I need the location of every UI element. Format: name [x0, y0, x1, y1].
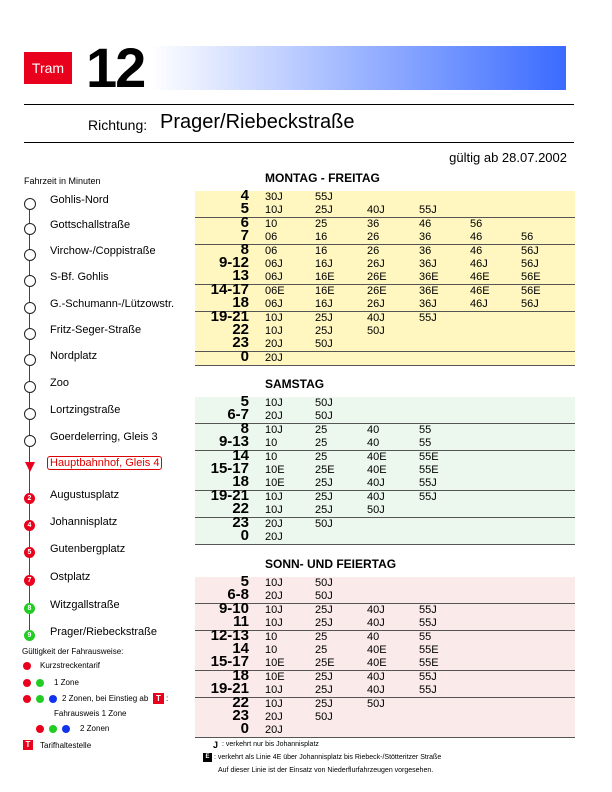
departure-minute: 06E: [265, 284, 285, 297]
timetable-row: [195, 280, 575, 299]
stop-circle-icon: [24, 275, 36, 287]
departure-minute: 40E: [367, 464, 387, 476]
timetable-row: [195, 213, 575, 232]
departure-minute: 55E: [419, 450, 439, 463]
departure-minute: 06J: [265, 298, 283, 311]
departure-minute: 20J: [265, 711, 283, 723]
departure-minute: 55J: [419, 477, 437, 490]
zone2b-red-dot-icon: [36, 725, 44, 733]
departure-minute: 40J: [367, 204, 385, 217]
departure-minute: 26: [367, 231, 380, 244]
departure-minute: 25J: [315, 311, 333, 324]
departure-minute: 10J: [265, 617, 283, 630]
departure-minute: 16: [315, 244, 328, 257]
valid-from-date: gültig ab 28.07.2002: [449, 150, 567, 165]
departure-minute: 26: [367, 244, 380, 257]
departure-minute: 10E: [265, 464, 285, 476]
departure-minute: 55E: [419, 644, 439, 656]
departure-minute: 10J: [265, 423, 283, 436]
departure-minute: 10J: [265, 204, 283, 217]
departure-minute: 50J: [315, 517, 333, 530]
timetable-row: [195, 187, 575, 205]
departure-minute: 50J: [315, 590, 333, 603]
departure-minute: 40J: [367, 477, 385, 490]
divider-top: [24, 104, 574, 105]
stop-name: Nordplatz: [50, 350, 98, 362]
departure-minute: 10J: [265, 697, 283, 710]
timetable-row: [195, 513, 575, 532]
stop-circle-icon: [24, 302, 36, 314]
departure-minute: 40J: [367, 490, 385, 503]
departure-minute: 46J: [470, 258, 488, 270]
departure-minute: 55: [419, 437, 432, 450]
departure-minute: 55E: [419, 657, 439, 670]
departure-minute: 10E: [265, 657, 285, 670]
departure-minute: 10: [265, 644, 278, 656]
timetable-row: [195, 693, 575, 712]
departure-minute: 30J: [265, 191, 283, 203]
departure-minute: 55J: [419, 603, 437, 616]
hour-label: 22: [232, 321, 249, 338]
j-symbol: J: [213, 740, 219, 750]
direction-label: Richtung:: [88, 117, 148, 133]
hour-label: 5: [240, 200, 249, 218]
departure-minute: 06J: [265, 258, 283, 270]
hour-label: 13: [232, 267, 249, 285]
hour-label: 19-21: [210, 486, 249, 504]
timetable-row: [195, 393, 575, 411]
hour-label: 6: [240, 213, 249, 231]
timetable-row: [195, 254, 575, 272]
divider-bottom: [24, 142, 574, 143]
tariff-stop-icon: T: [153, 693, 164, 704]
departure-minute: 10: [265, 450, 278, 463]
header-gradient-bar: [150, 46, 566, 90]
timetable-row: [195, 680, 575, 698]
stop-circle-icon: [24, 381, 36, 393]
stop-name: Zoo: [50, 377, 69, 389]
departure-minute: 56: [470, 217, 483, 230]
departure-minute: 50J: [315, 577, 333, 589]
departure-minute: 55J: [419, 490, 437, 503]
departure-minute: 56: [521, 231, 534, 244]
timetable-row: [195, 460, 575, 478]
departure-minute: 25J: [315, 477, 333, 490]
departure-minute: 55J: [419, 670, 437, 683]
departure-minute: 56J: [521, 244, 539, 257]
hour-label: 23: [232, 513, 249, 531]
stop-circle-icon: [24, 435, 36, 447]
departure-minute: 56E: [521, 271, 541, 284]
departure-minute: 06: [265, 244, 278, 257]
timetable-row: [195, 446, 575, 465]
timetable-row: [195, 527, 575, 545]
hour-label: 9-13: [218, 433, 249, 451]
departure-minute: 36: [419, 231, 432, 244]
departure-minute: 40J: [367, 617, 385, 630]
departure-minute: 25J: [315, 684, 333, 697]
departure-minute: 25E: [315, 657, 335, 670]
legend-2-zones-boarding: 2 Zonen, bei Einstieg ab: [62, 694, 149, 703]
departure-minute: 36J: [419, 258, 437, 270]
departure-minute: 26E: [367, 284, 387, 297]
tram-badge: Tram: [24, 52, 72, 84]
stop-circle-icon: [24, 223, 36, 235]
departure-minute: 10: [265, 217, 278, 230]
departure-minute: 55J: [419, 204, 437, 217]
departure-minute: 50J: [367, 697, 385, 710]
legend-ticket-1-zone: Fahrausweis 1 Zone: [54, 709, 127, 718]
stop-name: Johannisplatz: [50, 516, 118, 528]
departure-minute: 50J: [367, 325, 385, 337]
departure-minute: 25J: [315, 670, 333, 683]
legend-tariff-stop: Tarifhaltestelle: [40, 741, 92, 750]
departure-minute: 10: [265, 630, 278, 643]
zone2-green-dot-icon: [36, 695, 44, 703]
departure-minute: 25J: [315, 603, 333, 616]
departure-minute: 50J: [315, 338, 333, 351]
zone-stop-icon: 8: [24, 603, 35, 614]
timetable-row: [195, 666, 575, 685]
stop-name: G.-Schumann-/Lützowstr.: [50, 298, 175, 310]
zone2b-green-dot-icon: [49, 725, 57, 733]
timetable-row: [195, 640, 575, 658]
legend-kurzstrecke: Kurzstreckentarif: [40, 661, 101, 670]
stop-name: Goerdelerring, Gleis 3: [50, 431, 158, 443]
departure-minute: 10J: [265, 504, 283, 517]
departure-minute: 50J: [315, 711, 333, 723]
stop-name: Fritz-Seger-Straße: [50, 324, 142, 336]
departure-minute: 55J: [315, 191, 333, 203]
direction-value: Prager/Riebeckstraße: [160, 111, 355, 133]
hour-label: 5: [240, 393, 249, 410]
tariff-stop-legend-icon: T: [23, 740, 33, 750]
current-stop-arrow-icon: [25, 462, 35, 472]
departure-minute: 10J: [265, 490, 283, 503]
timetable-row: [195, 586, 575, 604]
zone2b-blue-dot-icon: [62, 725, 70, 733]
zone-stop-icon: 7: [24, 575, 35, 586]
departure-minute: 25E: [315, 464, 335, 476]
stop-circle-icon: [24, 249, 36, 261]
stop-name: Augustusplatz: [50, 489, 120, 501]
stop-name: Hauptbahnhof, Gleis 4: [47, 456, 162, 470]
departure-minute: 20J: [265, 410, 283, 423]
timetable-row: [195, 599, 575, 618]
departure-minute: 36: [367, 217, 380, 230]
departure-minute: 46E: [470, 271, 490, 284]
hour-label: 5: [240, 573, 249, 590]
timetable-row: [195, 419, 575, 438]
timetable-row: [195, 227, 575, 245]
hour-label: 12-13: [210, 626, 249, 644]
legend-title: Gültigkeit der Fahrausweise:: [22, 647, 124, 656]
departure-minute: 46: [470, 231, 483, 244]
stop-name: Witzgallstraße: [50, 599, 120, 611]
departure-minute: 46: [419, 217, 432, 230]
departure-minute: 55J: [419, 311, 437, 324]
timetable-row: [195, 573, 575, 591]
timetable-row: [195, 486, 575, 505]
departure-minute: 16: [315, 231, 328, 244]
hour-label: 18: [232, 473, 249, 491]
departure-minute: 16J: [315, 258, 333, 270]
departure-minute: 25: [315, 423, 328, 436]
departure-minute: 25: [315, 630, 328, 643]
hour-label: 8: [240, 240, 249, 258]
departure-minute: 25J: [315, 204, 333, 217]
departure-minute: 26J: [367, 298, 385, 311]
hour-label: 6-8: [227, 586, 249, 604]
departure-minute: 56E: [521, 284, 541, 297]
timetable-row: [195, 653, 575, 671]
legend-2-zones: 2 Zonen: [80, 724, 110, 733]
travel-time-label: Fahrzeit in Minuten: [24, 176, 101, 186]
departure-minute: 56J: [521, 298, 539, 311]
timetable-row: [195, 334, 575, 352]
timetable-row: [195, 626, 575, 645]
hour-label: 9-10: [218, 599, 249, 617]
stop-name: Gottschallstraße: [50, 219, 131, 231]
timetable-row: [195, 347, 575, 366]
timetable-row: [195, 200, 575, 218]
timetable-row: [195, 307, 575, 326]
departure-minute: 46E: [470, 284, 490, 297]
departure-minute: 46J: [470, 298, 488, 311]
timetable-row: [195, 406, 575, 424]
stop-circle-icon: [24, 328, 36, 340]
departure-minute: 26E: [367, 271, 387, 284]
section-title: SAMSTAG: [265, 377, 325, 391]
zone2-blue-dot-icon: [49, 695, 57, 703]
timetable-row: [195, 707, 575, 725]
departure-minute: 40: [367, 630, 380, 643]
departure-minute: 50J: [367, 504, 385, 517]
timetable-row: [195, 613, 575, 631]
footnote-j: : verkehrt nur bis Johannisplatz: [222, 741, 319, 748]
departure-minute: 20J: [265, 517, 283, 530]
departure-minute: 25J: [315, 504, 333, 517]
departure-minute: 20J: [265, 590, 283, 603]
departure-minute: 16J: [315, 298, 333, 311]
hour-label: 22: [232, 693, 249, 711]
hour-label: 14-17: [210, 280, 249, 298]
departure-minute: 10J: [265, 577, 283, 589]
departure-minute: 55J: [419, 617, 437, 630]
hour-label: 19-21: [210, 307, 249, 325]
departure-minute: 40J: [367, 311, 385, 324]
section-title: MONTAG - FREITAG: [265, 171, 380, 185]
hour-label: 15-17: [210, 460, 249, 477]
departure-minute: 50J: [315, 397, 333, 409]
departure-minute: 40J: [367, 684, 385, 697]
departure-minute: 26J: [367, 258, 385, 270]
departure-minute: 16E: [315, 284, 335, 297]
departure-minute: 25J: [315, 325, 333, 337]
zone1-red-dot-icon: [23, 679, 31, 687]
timetable-row: [195, 720, 575, 738]
departure-minute: 16E: [315, 271, 335, 284]
departure-minute: 40: [367, 437, 380, 450]
hour-label: 9-12: [218, 254, 249, 271]
stop-circle-icon: [24, 408, 36, 420]
departure-minute: 25J: [315, 490, 333, 503]
timetable-row: [195, 240, 575, 259]
footnote-vehicle: Auf dieser Linie ist der Einsatz von Niederflurfahrzeugen vorgesehen.: [218, 767, 434, 774]
departure-minute: 36: [419, 244, 432, 257]
departure-minute: 40E: [367, 450, 387, 463]
stop-name: Lortzingstraße: [50, 404, 121, 416]
zone1-green-dot-icon: [36, 679, 44, 687]
hour-label: 23: [232, 334, 249, 352]
departure-minute: 10J: [265, 311, 283, 324]
hour-label: 4: [240, 187, 249, 204]
departure-minute: 10: [265, 437, 278, 450]
departure-minute: 06: [265, 231, 278, 244]
zone-stop-icon: 4: [24, 520, 35, 531]
departure-minute: 25: [315, 644, 328, 656]
departure-minute: 10J: [265, 397, 283, 409]
departure-minute: 36E: [419, 271, 439, 284]
zone-stop-icon: 9: [24, 630, 35, 641]
footnote-e: : verkehrt als Linie 4E über Johannisplatz bis Riebeck-/Stötteritzer Straße: [214, 754, 442, 761]
departure-minute: 40J: [367, 670, 385, 683]
departure-minute: 10E: [265, 477, 285, 490]
hour-label: 18: [232, 294, 249, 312]
departure-minute: 36J: [419, 298, 437, 311]
departure-minute: 10J: [265, 603, 283, 616]
e-symbol-icon: E: [203, 753, 212, 762]
hour-label: 15-17: [210, 653, 249, 671]
zone-stop-icon: 5: [24, 547, 35, 558]
legend-1-zone: 1 Zone: [54, 678, 79, 687]
departure-minute: 20J: [265, 724, 283, 737]
hour-label: 8: [240, 419, 249, 437]
departure-minute: 55: [419, 630, 432, 643]
stop-name: S-Bf. Gohlis: [50, 271, 109, 283]
departure-minute: 20J: [265, 351, 283, 364]
departure-minute: 56J: [521, 258, 539, 270]
hour-label: 19-21: [210, 680, 249, 698]
departure-minute: 10J: [265, 325, 283, 337]
hour-label: 22: [232, 500, 249, 518]
departure-minute: 55J: [419, 684, 437, 697]
departure-minute: 40J: [367, 603, 385, 616]
departure-minute: 25: [315, 450, 328, 463]
departure-minute: 10J: [265, 684, 283, 697]
timetable-row: [195, 321, 575, 339]
hour-label: 6-7: [227, 406, 249, 424]
stop-name: Gohlis-Nord: [50, 194, 109, 206]
departure-minute: 40: [367, 423, 380, 436]
departure-minute: 25: [315, 437, 328, 450]
departure-minute: 20J: [265, 338, 283, 351]
hour-label: 0: [240, 720, 249, 738]
departure-minute: 55E: [419, 464, 439, 476]
departure-minute: 36E: [419, 284, 439, 297]
zone2-red-dot-icon: [23, 695, 31, 703]
departure-minute: 10E: [265, 670, 285, 683]
zone-stop-icon: 2: [24, 493, 35, 504]
hour-label: 7: [240, 227, 249, 245]
timetable-row: [195, 433, 575, 451]
hour-label: 0: [240, 527, 249, 544]
stop-circle-icon: [24, 354, 36, 366]
hour-label: 23: [232, 707, 249, 724]
departure-minute: 25J: [315, 617, 333, 630]
stop-name: Virchow-/Coppistraße: [50, 245, 156, 257]
stop-name: Ostplatz: [50, 571, 91, 583]
kurzstrecke-dot-icon: [23, 662, 31, 670]
section-title: SONN- UND FEIERTAG: [265, 557, 397, 571]
stop-name: Gutenbergplatz: [50, 543, 126, 555]
departure-minute: 50J: [315, 410, 333, 423]
stop-name: Prager/Riebeckstraße: [50, 626, 157, 638]
hour-label: 18: [232, 666, 249, 684]
departure-minute: 40E: [367, 657, 387, 670]
hour-label: 14: [232, 446, 249, 464]
departure-minute: 55: [419, 423, 432, 436]
hour-label: 0: [240, 347, 249, 365]
departure-minute: 06J: [265, 271, 283, 284]
hour-label: 14: [232, 640, 249, 657]
hour-label: 11: [233, 613, 249, 631]
timetable-row: [195, 294, 575, 312]
stop-circle-icon: [24, 198, 36, 210]
line-number: 12: [86, 36, 145, 99]
departure-minute: 20J: [265, 531, 283, 543]
timetable-row: [195, 267, 575, 285]
departure-minute: 46: [470, 244, 483, 257]
departure-minute: 25: [315, 217, 328, 230]
departure-minute: 40E: [367, 644, 387, 656]
timetable-row: [195, 473, 575, 491]
departure-minute: 25J: [315, 697, 333, 710]
timetable-row: [195, 500, 575, 518]
